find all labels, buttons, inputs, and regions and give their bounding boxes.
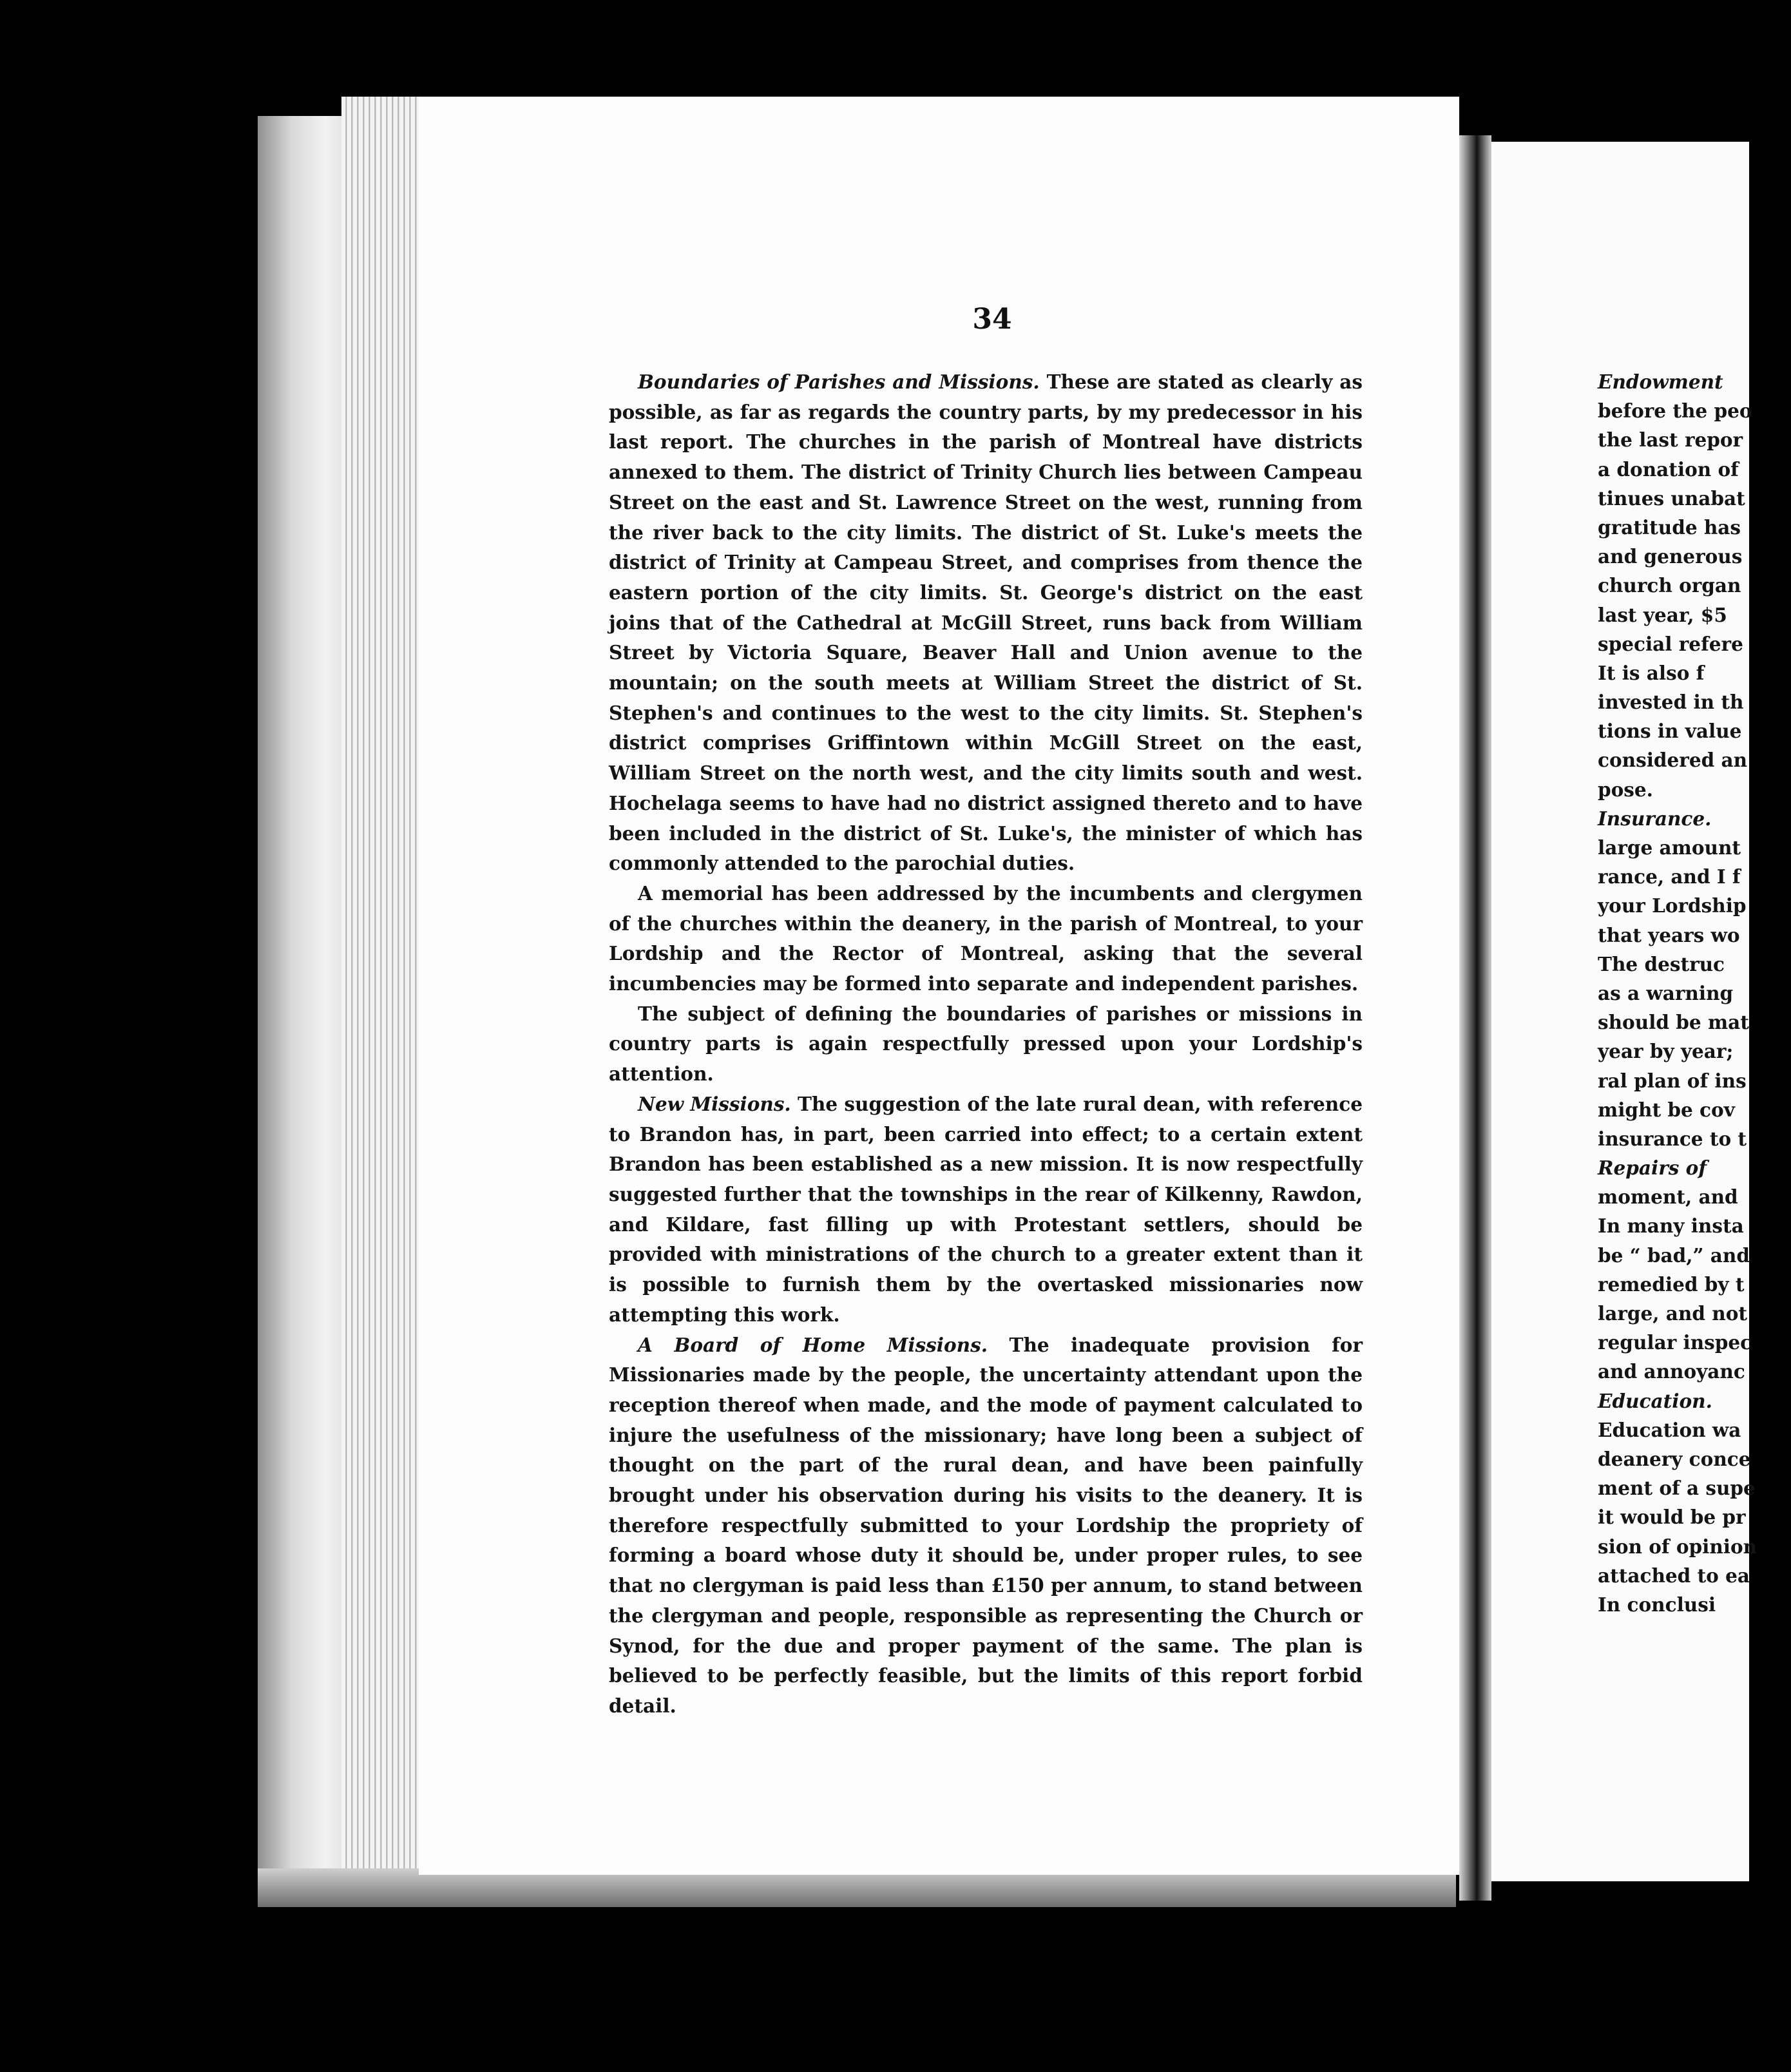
right-page-line: large, and not xyxy=(1598,1302,1748,1325)
right-page-line: considered an xyxy=(1598,749,1748,772)
book-cover-edge xyxy=(258,116,354,1894)
right-page-line: attached to ea xyxy=(1598,1564,1750,1587)
paragraph-country-parts xyxy=(609,999,1363,1089)
right-page-line: pose. xyxy=(1598,778,1653,801)
right-page-line: tions in value xyxy=(1598,720,1742,743)
right-page-line: be “ bad,” and xyxy=(1598,1243,1750,1267)
page-number: 34 xyxy=(972,303,1012,336)
right-page-line: moment, and xyxy=(1598,1185,1738,1209)
paragraph-new-missions xyxy=(609,1089,1363,1330)
paragraph-text: These are stated as clearly as possible, as far as regards the country parts, by my predecessor in his last report. The churches in the parish of Montreal have districts annexed to them. The district of Trinity Church lies between Campeau Street on the east and St. Lawrence Street on the west, running from the river back to the city limits. The district of St. Luke's meets the district of Trinity at Campeau Street, and comprises from thence the eastern portion of the city limits. St. George's district on the east joins that of the Cathedral at McGill Street, runs back from William Street by Victoria Square, Beaver Hall and Union avenue to the mountain; on the south meets at William Street the district of St. Stephen's and continues to the west to the city limits. St. Stephen's district comprises Griffintown within McGill Street on the east, William Street on the north west, and the city limits south and west. Hochelaga seems to have had no district assigned thereto and to have been included in the district of St. Luke's, the minister of which has commonly attended to the parochial duties. xyxy=(609,370,1363,875)
right-page-line: remedied by t xyxy=(1598,1272,1745,1296)
page-stack-edges xyxy=(341,97,425,1888)
right-page-line: as a warning xyxy=(1598,981,1734,1004)
right-page-line: In conclusi xyxy=(1598,1593,1716,1616)
right-page-line: gratitude has xyxy=(1598,515,1741,539)
right-page-line: insurance to t xyxy=(1598,1127,1747,1150)
right-page-line: your Lordship xyxy=(1598,894,1747,917)
right-page-line: large amount xyxy=(1598,836,1741,859)
right-page-line: ral plan of ins xyxy=(1598,1069,1747,1092)
right-page-line: Education wa xyxy=(1598,1418,1741,1441)
right-page-line: rance, and I f xyxy=(1598,865,1741,888)
section-heading: Boundaries of Parishes and Missions. xyxy=(638,370,1040,393)
right-page-line: and annoyanc xyxy=(1598,1360,1745,1383)
right-page-line: year by year; xyxy=(1598,1040,1734,1063)
right-page-lines xyxy=(1598,367,1791,1619)
right-page-line: ment of a supe xyxy=(1598,1477,1756,1500)
right-page-line: a donation of xyxy=(1598,457,1739,481)
right-page-line: that years wo xyxy=(1598,923,1740,946)
right-page-line: church organ xyxy=(1598,574,1741,597)
right-page-line: It is also f xyxy=(1598,661,1705,684)
right-page-line: deanery conce xyxy=(1598,1447,1751,1470)
paragraph-text: The inadequate provision for Missionaries made by the people, the uncertainty attendant upon the reception thereof when made, and the mode of payment calculated to injure the usefulness of the missionary; have long been a subject of thought on the part of the rural dean, and have been painfully brought under his observation during his visits to the deanery. It is therefore respectfully submitted to your Lordship the propriety of forming a board whose duty it should be, under proper rules, to see that no clergyman is paid less than £150 per annum, to stand between the clergyman and people, responsible as representing the Church or Synod, for the due and proper payment of the same. The plan is believed to be perfectly feasible, but the limits of this report forbid detail. xyxy=(609,1333,1363,1717)
right-page-line: and generous xyxy=(1598,545,1743,568)
right-page-line: tinues unabat xyxy=(1598,486,1745,510)
right-page-line: regular inspec xyxy=(1598,1331,1752,1354)
right-page-line: In many insta xyxy=(1598,1214,1744,1238)
right-page-line: it would be pr xyxy=(1598,1506,1746,1529)
right-page-line: Repairs of xyxy=(1598,1156,1707,1180)
paragraph-boundaries xyxy=(609,367,1363,879)
paragraph-text: A memorial has been addressed by the incumbents and clergymen of the churches within the deanery, in the parish of Montreal, to your Lordship and the Rector of Montreal, asking that the several incumbencies may be formed into separate and independent parishes. xyxy=(609,881,1363,995)
paragraph-text: The subject of defining the boundaries of parishes or missions in country parts is again respectfully pressed upon your Lordship's attention. xyxy=(609,1002,1363,1086)
right-page-line: last year, $5 xyxy=(1598,603,1727,626)
left-page-body xyxy=(609,367,1363,1722)
right-page-line: The destruc xyxy=(1598,952,1725,975)
section-heading: A Board of Home Missions. xyxy=(638,1333,988,1356)
paragraph-home-missions xyxy=(609,1330,1363,1722)
right-page-line: Education. xyxy=(1598,1389,1712,1412)
right-page-line: Insurance. xyxy=(1598,807,1712,830)
right-page-line: should be mat xyxy=(1598,1011,1749,1034)
right-page-line: Endowment xyxy=(1598,370,1723,393)
right-page-line: before the peo xyxy=(1598,399,1752,423)
section-heading: New Missions. xyxy=(638,1092,791,1115)
right-page-line: the last repor xyxy=(1598,428,1743,452)
right-page-fragment xyxy=(1598,361,1757,1682)
right-page-line: sion of opinion xyxy=(1598,1535,1757,1558)
right-page-line: might be cov xyxy=(1598,1098,1735,1121)
paragraph-text: The suggestion of the late rural dean, with reference to Brandon has, in part, been carried into effect; to a certain extent Brandon has been established as a new mission. It is now respectfully suggested further that the townships in the rear of Kilkenny, Rawdon, and Kildare, fast filling up with Protestant settlers, should be provided with ministrations of the church to a greater extent than it is possible to furnish them by the overtasked missionaries now attempting this work. xyxy=(609,1092,1363,1326)
paragraph-memorial xyxy=(609,879,1363,999)
right-page-line: invested in th xyxy=(1598,691,1744,714)
book-gutter xyxy=(1459,135,1491,1901)
right-page-line: special refere xyxy=(1598,632,1743,655)
